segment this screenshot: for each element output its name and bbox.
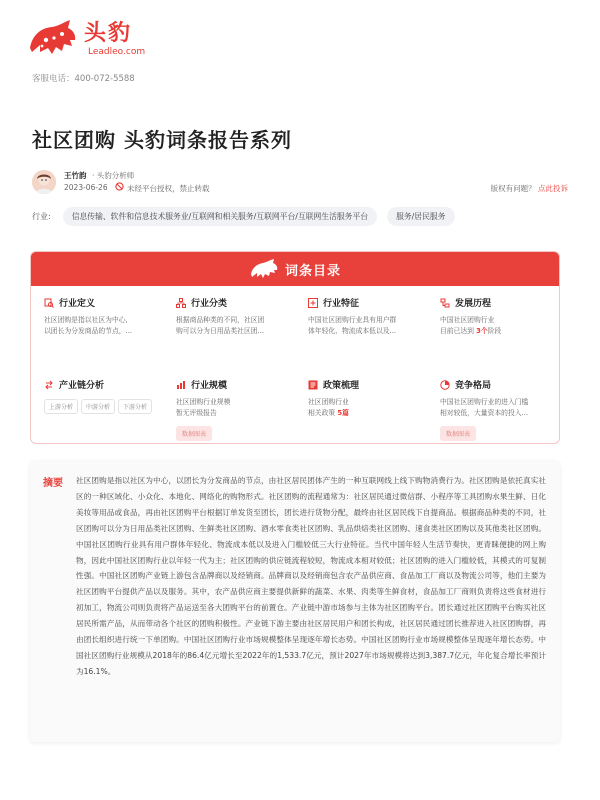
abstract-section [30, 461, 560, 742]
toc-header [31, 252, 559, 286]
toc-item-title: 行业定义 [59, 299, 96, 309]
toc-item-policy[interactable] [308, 378, 432, 419]
toc-item-desc: 体年轻化、物流成本低以及... [308, 327, 397, 335]
toc-item-desc: 中国社区团购行业具有用户群 [308, 316, 397, 324]
toc-item-title: 竞争格局 [455, 381, 492, 391]
toc-item-desc: 以团长为分发商品的节点，... [44, 327, 133, 335]
avatar-portrait-icon [32, 170, 56, 194]
policy-count: 5篇 [337, 409, 349, 417]
midstream-chip[interactable]: 中游分析 [81, 399, 115, 414]
toc-item-definition[interactable] [44, 296, 168, 337]
toc-item-classification[interactable] [176, 296, 300, 337]
copyright-question-text: 版权有问题？ [490, 184, 536, 193]
abstract-text: 社区团购是指以社区为中心，以团长为分发商品的节点，由社区居民团体产生的一种互联网线上线下购物消费行为。社区团购是依托真实社区的一种区域化、小众化、本地化、网络化的购物形式。社区团购的流程通常为：社区居民通过微信群、小程序等工具团购水果生鲜、日化美妆等用品或食品，再由社区团购平台根据订单发货至团长，团长进行货物分配，最终由社区居民线下自提商品。根据商品种类的不同，社区团购可以分为日用品类社区团购、生鲜类社区团购、酒水零食类社区团购、乳品烘焙类社区团购、速食类社区团购以及其他类社区团购。中国社区团购行业具有用户群体年轻化、物流成本低以及进入门槛较低三大行业特征。当代中国年轻人生活节奏快，更青睐便捷的网上购物，因此中国社区团购行业以年轻一代为主；社区团购的供应链流程较短，物流成本相对较低；社区团购的进入门槛较低，其模式的可复制性强。中国社区团购产业链上游包含品牌商以及经销商。品牌商以及经销商包含农产品供应商、食品加工厂商以及物流公司等，他们主要为社区团购平台提供产品以及服务。其中，农产品供应商主要提供新鲜的蔬菜、水果、肉类等生鲜食材，食品加工厂商则负责将这些食材进行初加工，物流公司则负责将产品运送至各大团购平台的前置仓。产业链中游市场参与主体为社区团购平台。团长通过社区团购平台购买社区居民所需产品，从而带动各个社区的团购积极性。产业链下游主要由社区居民用户和团长构成，社区居民通过团长推荐进入社区团购群，再由团长组织进行统一下单团购。中国社区团购行业市场规模整体呈现逐年增长态势。中国社区团购行业市场规模整体呈现逐年增长态势。中国社区团购行业规模从2018年的86.4亿元增长至2022年的1,533.7亿元，预计2027年市场规模将达到3,387.7亿元，年化复合增长率预计为16.1%。 [76, 476, 546, 676]
copyright-question [491, 183, 568, 194]
industry-tag[interactable]: 服务/居民服务 [387, 207, 454, 226]
toc-item-desc: 中国社区团购行业的进入门槛 [440, 398, 529, 406]
toc-item-desc: 目前已达到 3个阶段 [440, 327, 502, 335]
toc-item-features[interactable] [308, 296, 432, 337]
upstream-chip[interactable]: 上游分析 [44, 399, 78, 414]
leopard-logo-icon [26, 18, 78, 60]
page-title: 社区团购 头豹词条报告系列 [32, 128, 292, 152]
copyright-notice: 未经平台授权，禁止转载 [127, 184, 210, 193]
toc-item-industry-chain[interactable] [44, 378, 168, 414]
history-icon [440, 298, 450, 308]
table-of-contents [30, 251, 560, 444]
leopard-logo-icon [249, 258, 279, 280]
toc-item-title: 产业链分析 [59, 381, 105, 391]
toc-item-scale[interactable] [176, 378, 300, 441]
no-copy-icon [115, 182, 124, 191]
avatar[interactable] [32, 170, 56, 194]
industry-tag[interactable]: 信息传输、软件和信息技术服务业/互联网和相关服务/互联网平台/互联网生活服务平台 [63, 207, 377, 226]
toc-item-desc: 购可以分为日用品类社区团... [176, 327, 265, 335]
brand-logo[interactable] [26, 18, 145, 60]
stage-count: 3个 [476, 327, 488, 335]
data-chart-chip[interactable]: 数据图表 [176, 426, 212, 441]
toc-item-desc: 暂无评级报告 [176, 409, 217, 417]
toc-item-title: 政策梳理 [323, 381, 360, 391]
logo-wordmark: 头豹 [84, 20, 133, 46]
industry-label: 行业: [32, 212, 51, 221]
logo-domain: Leadleo.com [88, 46, 146, 57]
classification-icon [176, 298, 186, 308]
author-row [32, 170, 568, 196]
policy-icon [308, 380, 318, 390]
toc-item-title: 发展历程 [455, 299, 492, 309]
toc-item-desc: 社区团购行业规模 [176, 398, 231, 406]
toc-item-title: 行业分类 [191, 299, 228, 309]
toc-item-title: 行业规模 [191, 381, 228, 391]
toc-item-desc: 相关政策 5篇 [308, 409, 349, 417]
toc-item-competition[interactable] [440, 378, 560, 441]
feature-icon [308, 298, 318, 308]
author-role: · 头豹分析师 [92, 171, 135, 180]
toc-item-desc: 中国社区团购行业 [440, 316, 495, 324]
toc-item-title: 行业特征 [323, 299, 360, 309]
customer-hotline: 客服电话：400-072-5588 [32, 74, 135, 84]
abstract-label: 摘要 [43, 478, 63, 489]
toc-item-desc: 相对较低，大量资本的投入... [440, 409, 529, 417]
definition-icon [44, 298, 54, 308]
downstream-chip[interactable]: 下游分析 [118, 399, 152, 414]
toc-item-desc: 社区团购是指以社区为中心, [44, 316, 128, 324]
toc-item-desc: 根据商品种类的不同，社区团 [176, 316, 265, 324]
scale-icon [176, 380, 186, 390]
toc-title: 词条目录 [284, 263, 341, 279]
complaint-link[interactable]: 点此投诉 [538, 184, 568, 193]
chain-icon [44, 380, 54, 390]
toc-item-desc: 社区团购行业 [308, 398, 349, 406]
data-chart-chip[interactable]: 数据图表 [440, 426, 476, 441]
publish-date: 2023-06-26 [64, 183, 108, 192]
competition-icon [440, 380, 450, 390]
author-name[interactable]: 王竹韵 [64, 171, 87, 180]
toc-item-history[interactable] [440, 296, 560, 337]
industry-row [32, 207, 465, 226]
